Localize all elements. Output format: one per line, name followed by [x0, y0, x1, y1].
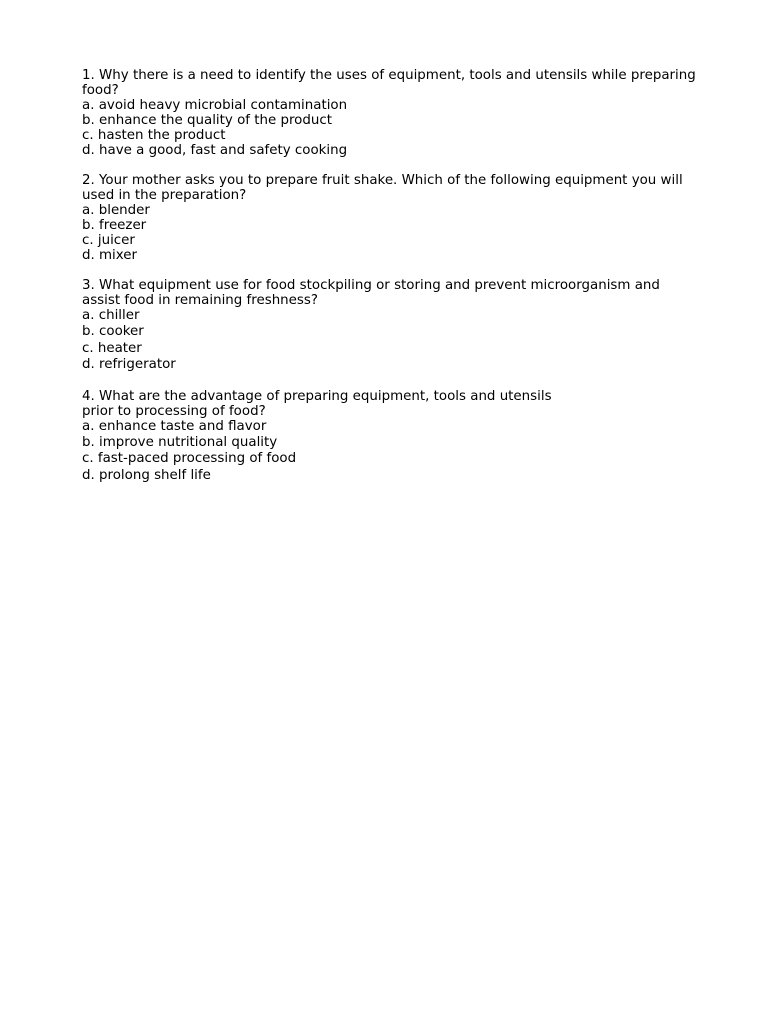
question-3-text: 3. What equipment use for food stockpiling or storing and prevent microorganism and assist food in remaining freshness? [82, 278, 660, 308]
question-1-option-c: c. hasten the product [82, 128, 226, 143]
question-1-options [82, 98, 702, 158]
question-4-text [82, 389, 702, 419]
question-3-option-c: c. heater [82, 340, 142, 356]
question-1-option-a: a. avoid heavy microbial contamination [82, 98, 348, 113]
question-1-option-d: d. have a good, fast and safety cooking [82, 143, 348, 158]
question-3-option-d: d. refrigerator [82, 357, 176, 373]
question-2-option-d: d. mixer [82, 248, 138, 263]
question-3-option-b: b. cooker [82, 324, 144, 340]
question-3-options [82, 308, 702, 374]
question-4-text-line-1: 4. What are the advantage of preparing equipment, tools and utensils [82, 388, 552, 404]
question-1-text: 1. Why there is a need to identify the uses of equipment, tools and utensils while preparing food? [82, 68, 696, 98]
question-3 [82, 278, 702, 374]
question-4-options [82, 419, 702, 485]
question-4-option-a: a. enhance taste and flavor [82, 418, 267, 434]
question-3-option-a: a. chiller [82, 308, 140, 323]
question-2-options [82, 203, 702, 263]
question-2-option-a: a. blender [82, 203, 150, 218]
question-2-option-b: b. freezer [82, 218, 147, 233]
question-4-option-b: b. improve nutritional quality [82, 435, 278, 451]
question-4-option-c: c. fast-paced processing of food [82, 451, 297, 467]
question-1-option-b: b. enhance the quality of the product [82, 113, 332, 128]
question-1 [82, 68, 702, 158]
question-4-option-d: d. prolong shelf life [82, 467, 211, 483]
question-2-option-c: c. juicer [82, 233, 135, 248]
quiz-document [82, 68, 702, 499]
question-4 [82, 389, 702, 485]
question-4-text-line-2: prior to processing of food? [82, 403, 266, 419]
question-2-text: 2. Your mother asks you to prepare fruit shake. Which of the following equipment you will used in the preparation? [82, 173, 683, 203]
question-2 [82, 173, 702, 263]
